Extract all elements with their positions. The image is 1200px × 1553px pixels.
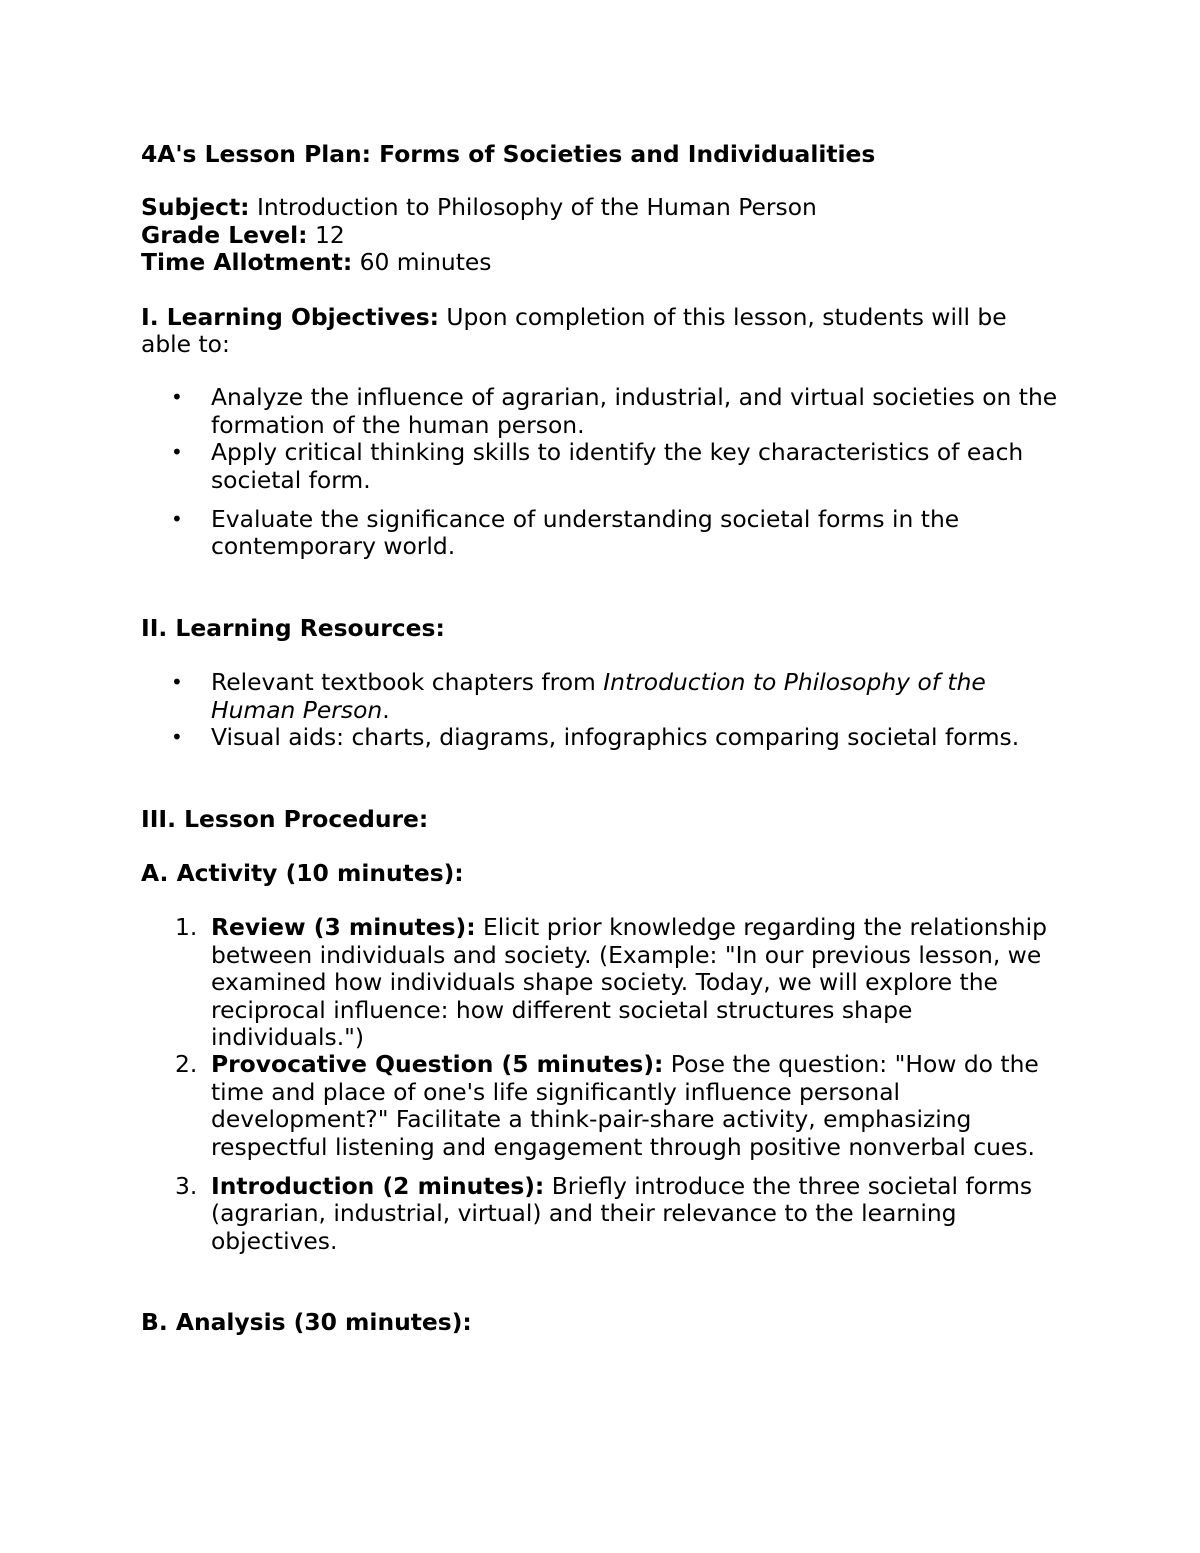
step-text: Pose the question: "How do the time and place of one's life significantly influence personal development?" Facilitate a think-pair-share activity, emphasizing respectful listening and engagement through positive nonverbal cues. xyxy=(211,1050,1039,1161)
resource-text-suffix: . xyxy=(382,695,390,724)
bullet-icon: • xyxy=(171,385,183,410)
objectives-intro xyxy=(141,304,1061,359)
analysis-heading: B. Analysis (30 minutes): xyxy=(141,1308,472,1337)
objectives-heading: I. Learning Objectives: xyxy=(141,302,439,331)
list-item xyxy=(141,1051,1061,1161)
bullet-icon: • xyxy=(171,670,183,695)
list-item xyxy=(141,1173,1061,1255)
objectives-intro-text: Upon completion of this lesson, students will be able to: xyxy=(141,302,1007,359)
resources-list xyxy=(141,669,1061,751)
meta-subject-value: Introduction to Philosophy of the Human Person xyxy=(249,193,817,222)
meta-grade-value: 12 xyxy=(307,220,345,249)
list-item xyxy=(141,724,1061,751)
document-page xyxy=(141,141,1061,1337)
meta-time-value: 60 minutes xyxy=(352,248,492,277)
step-number: 2. xyxy=(175,1050,198,1079)
bullet-icon: • xyxy=(171,725,183,750)
document-title: 4A's Lesson Plan: Forms of Societies and Individualities xyxy=(141,140,876,168)
activity-heading: A. Activity (10 minutes): xyxy=(141,858,464,887)
meta-subject xyxy=(141,194,1061,221)
step-label: Provocative Question (5 minutes): xyxy=(211,1050,664,1079)
meta-time-allotment xyxy=(141,249,1061,276)
resource-text-prefix: Relevant textbook chapters from xyxy=(211,668,604,697)
textbook-title: Introduction to Philosophy of the Human Person xyxy=(211,668,986,724)
objectives-list xyxy=(141,384,1061,560)
objective-text: Analyze the influence of agrarian, industrial, and virtual societies on the formation of the human person. xyxy=(211,383,1058,439)
activity-steps xyxy=(141,914,1061,1255)
meta-subject-label: Subject: xyxy=(141,193,250,222)
meta-grade-label: Grade Level: xyxy=(141,220,308,249)
meta-block xyxy=(141,194,1061,276)
list-item xyxy=(141,506,1061,561)
step-label: Review (3 minutes): xyxy=(211,913,476,942)
step-text: Briefly introduce the three societal forms (agrarian, industrial, virtual) and their relevance to the learning objectives. xyxy=(211,1171,1033,1255)
list-item xyxy=(141,914,1061,1051)
bullet-icon: • xyxy=(171,440,183,465)
resource-text: Visual aids: charts, diagrams, infographics comparing societal forms. xyxy=(211,723,1020,752)
step-number: 1. xyxy=(175,913,198,942)
objective-text: Evaluate the significance of understanding societal forms in the contemporary world. xyxy=(211,505,960,561)
meta-grade-level xyxy=(141,222,1061,249)
bullet-icon: • xyxy=(171,507,183,532)
step-label: Introduction (2 minutes): xyxy=(211,1171,545,1200)
list-item xyxy=(141,384,1061,439)
resources-heading: II. Learning Resources: xyxy=(141,613,445,642)
meta-time-label: Time Allotment: xyxy=(141,248,353,277)
list-item xyxy=(141,439,1061,494)
objective-text: Apply critical thinking skills to identify the key characteristics of each societal form. xyxy=(211,438,1024,494)
step-text: Elicit prior knowledge regarding the relationship between individuals and society. (Example: "In our previous lesson, we examined how individuals shape society. Today, we will explore the reciprocal influence: how different societal structures shape individuals.") xyxy=(211,913,1047,1051)
list-item xyxy=(141,669,1061,724)
step-number: 3. xyxy=(175,1171,198,1200)
procedure-heading: III. Lesson Procedure: xyxy=(141,804,429,833)
